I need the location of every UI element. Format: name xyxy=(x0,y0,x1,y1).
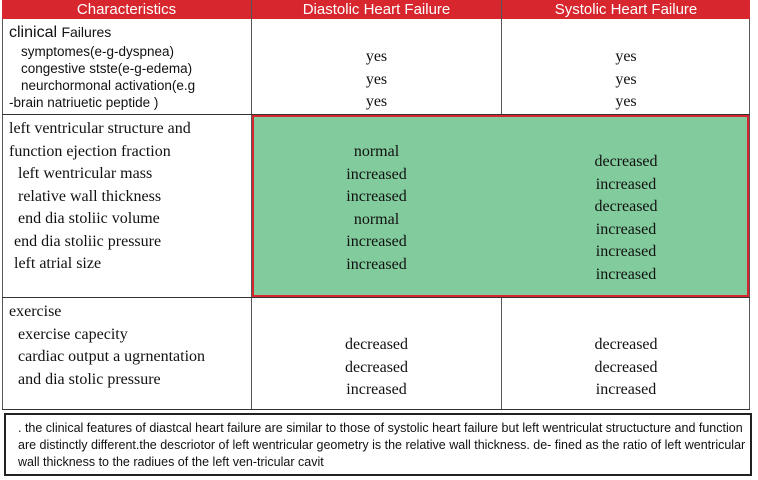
lv-items xyxy=(9,118,191,276)
value-cell: increased xyxy=(595,265,657,283)
row-divider-2 xyxy=(2,297,750,298)
value-cell: decreased xyxy=(594,336,658,353)
value-cell: normal xyxy=(353,210,400,228)
table-bottom xyxy=(2,409,750,410)
value-cell: yes xyxy=(615,48,637,65)
lv-item: end dia stoliic pressure xyxy=(14,232,162,250)
lv-item: function ejection fraction xyxy=(9,142,171,160)
lv-item: end dia stoliic volume xyxy=(18,210,160,227)
exercise-item: exercise xyxy=(9,303,62,320)
value-cell: increased xyxy=(346,233,407,250)
clinical-item: -brain natriuetic peptide ) xyxy=(9,95,159,110)
exercise-systolic-values xyxy=(502,334,750,402)
lv-item: left atrial size xyxy=(14,255,102,272)
value-cell: increased xyxy=(595,175,657,193)
clinical-item: symptomes(e-g-dyspnea) xyxy=(21,44,175,59)
footnote-text: . the clinical features of diastcal heart failure are similar to those of systolic heart failure but left wentriculat structucture and function are distinctly different.the descriotor of left wentricular geometry is the relative wall thickness. de- fined as the ratio of left wentricular wall thickness to the radiues of the left ven-tricular cavit xyxy=(18,421,746,469)
clinical-title-rest: Failures xyxy=(61,24,112,40)
header-systolic: Systolic Heart Failure xyxy=(502,0,750,19)
value-cell: decreased xyxy=(594,198,658,215)
exercise-item: and dia stolic pressure xyxy=(18,370,161,388)
value-cell: increased xyxy=(346,255,407,273)
heart-failure-table xyxy=(2,0,750,410)
value-cell: decreased xyxy=(594,358,658,376)
value-cell: decreased xyxy=(344,336,409,353)
value-cell: increased xyxy=(346,381,407,398)
clinical-title-main: clinical xyxy=(9,24,62,41)
clinical-diastolic-values xyxy=(252,46,501,114)
header-diastolic: Diastolic Heart Failure xyxy=(252,0,501,19)
footnote-box xyxy=(4,413,752,476)
exercise-diastolic-values xyxy=(252,334,501,402)
lv-systolic-values xyxy=(502,151,750,286)
value-cell: decreased xyxy=(594,153,658,170)
value-cell: increased xyxy=(595,381,657,398)
clinical-items xyxy=(9,43,195,111)
value-cell: increased xyxy=(346,188,407,205)
clinical-systolic-values xyxy=(502,46,750,114)
value-cell: increased xyxy=(595,243,657,260)
value-cell: decreased xyxy=(344,358,409,376)
value-cell: yes xyxy=(365,93,388,110)
exercise-item: cardiac output a ugrnentation xyxy=(18,348,206,365)
value-cell: yes xyxy=(365,70,388,88)
border-left xyxy=(2,19,3,410)
clinical-item: neurchormonal activation(e.g xyxy=(21,78,196,93)
lv-diastolic-values xyxy=(252,141,501,276)
value-cell: increased xyxy=(595,220,657,238)
header-characteristics: Characteristics xyxy=(2,0,251,19)
value-cell: yes xyxy=(615,70,637,88)
lv-item: left ventricular structure and xyxy=(9,120,191,137)
exercise-item: exercise capecity xyxy=(18,325,128,343)
clinical-item: congestive stste(e-g-edema) xyxy=(21,61,193,76)
lv-item: left wentricular mass xyxy=(18,165,153,182)
exercise-items xyxy=(9,301,205,391)
lv-item: relative wall thickness xyxy=(18,187,162,205)
value-cell: yes xyxy=(615,93,637,110)
value-cell: increased xyxy=(346,165,407,183)
clinical-title xyxy=(9,24,111,42)
value-cell: normal xyxy=(353,143,400,160)
value-cell: yes xyxy=(365,48,388,65)
